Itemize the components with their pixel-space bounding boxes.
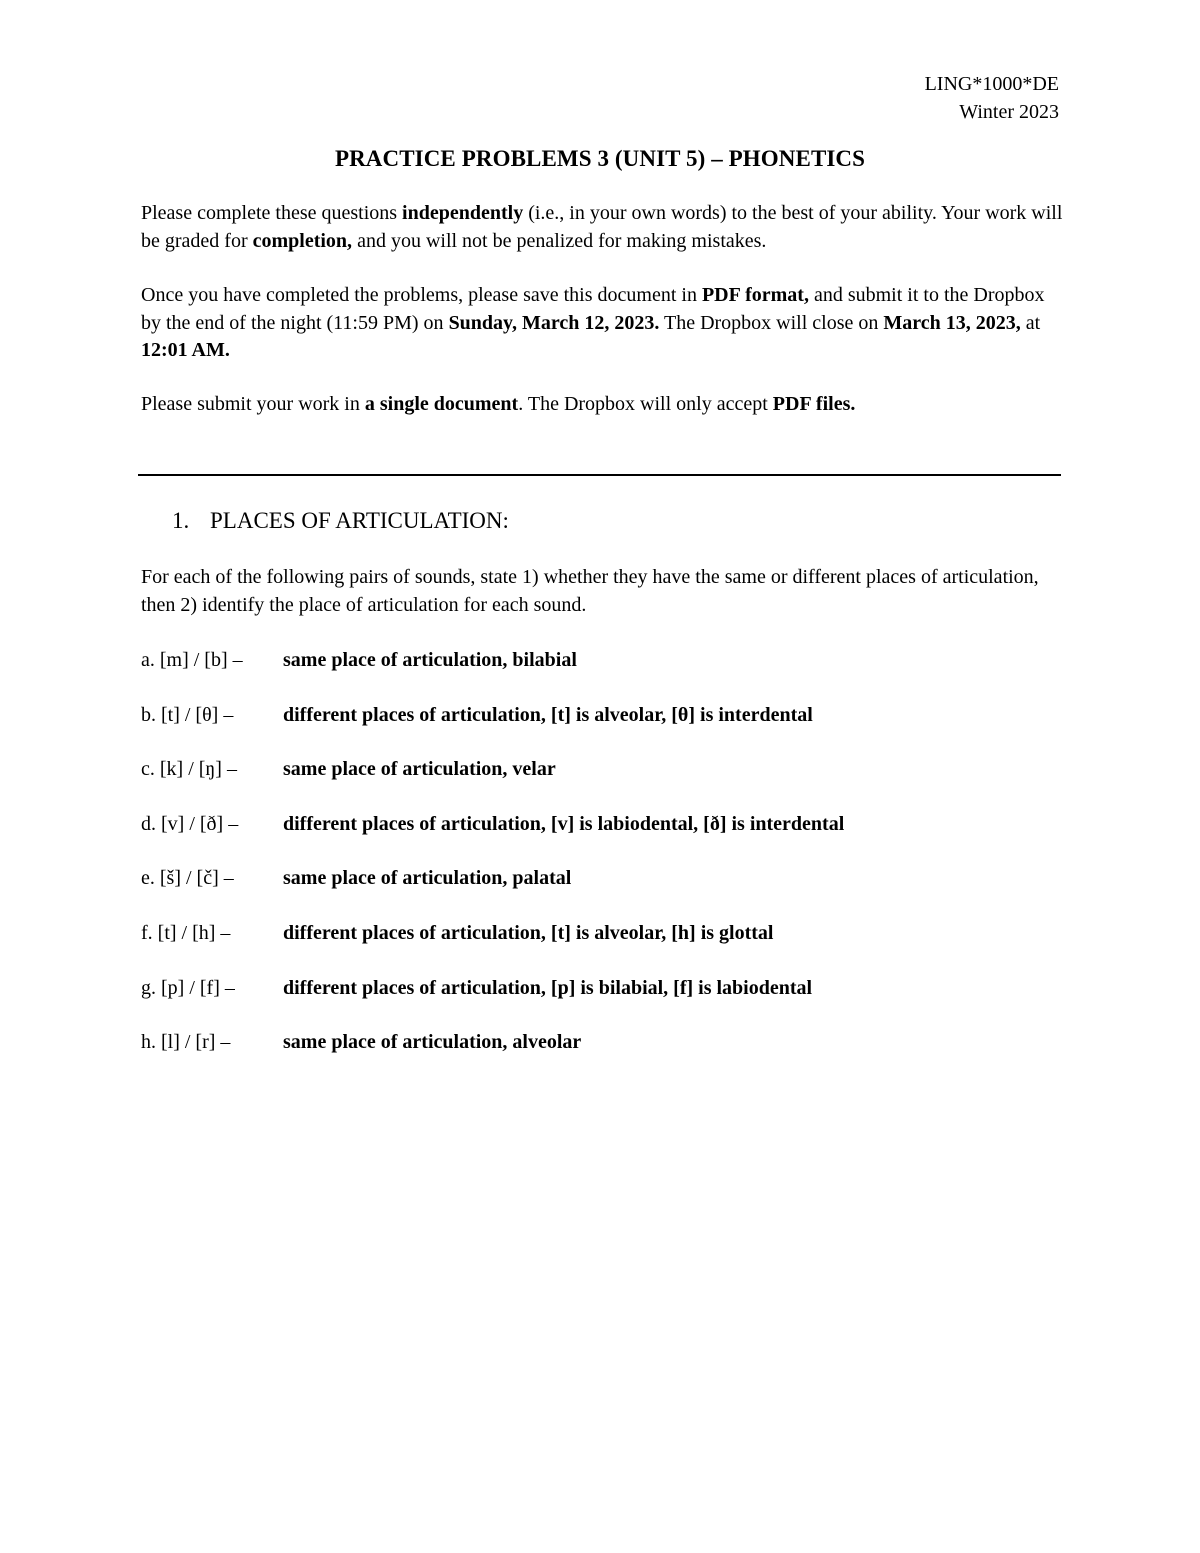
- text: . The Dropbox will only accept: [518, 393, 773, 415]
- text: Please complete these questions: [141, 202, 403, 224]
- list-item: [141, 974, 812, 1002]
- answer-text: different places of articulation, [t] is alveolar, [θ] is interdental: [283, 703, 813, 726]
- answer-text: same place of articulation, alveolar: [283, 1031, 582, 1054]
- course-header: [925, 70, 1059, 126]
- emphasis: a single document: [364, 393, 519, 415]
- course-code: LING*1000*DE: [924, 73, 1059, 95]
- question-label: a. [m] / [b] –: [141, 649, 243, 671]
- answer-text: same place of articulation, velar: [283, 758, 556, 781]
- list-item: [141, 755, 556, 783]
- question-label: f. [t] / [h] –: [141, 922, 231, 944]
- answer-text: same place of articulation, palatal: [283, 867, 572, 890]
- emphasis: March 13, 2023,: [883, 311, 1021, 334]
- emphasis: completion,: [252, 229, 353, 252]
- answer-text: different places of articulation, [t] is alveolar, [h] is glottal: [283, 922, 774, 944]
- course-term: Winter 2023: [959, 101, 1059, 123]
- intro-paragraph-completion: [141, 200, 1066, 255]
- intro-paragraph-format: [141, 391, 1066, 419]
- section-heading: [172, 506, 509, 536]
- question-label: b. [t] / [θ] –: [141, 703, 234, 726]
- list-item: [141, 646, 577, 674]
- emphasis: PDF format,: [701, 284, 809, 306]
- question-label: g. [p] / [f] –: [141, 976, 235, 999]
- document-title: PRACTICE PROBLEMS 3 (UNIT 5) – PHONETICS: [334, 146, 866, 171]
- section-number: 1.: [172, 508, 190, 533]
- question-label: d. [v] / [ð] –: [141, 812, 239, 835]
- emphasis: PDF files.: [772, 393, 856, 415]
- text: and you will not be penalized for making mistakes.: [352, 229, 767, 252]
- answer-text: different places of articulation, [v] is labiodental, [ð] is interdental: [283, 812, 845, 835]
- text: Once you have completed the problems, please save this document in: [141, 284, 702, 306]
- text: The Dropbox will close on: [659, 311, 884, 334]
- section-instructions: For each of the following pairs of sounds, state 1) whether they have the same or different places of articulation, then 2) identify the place of articulation for each sound.: [141, 566, 1039, 616]
- section-title: PLACES OF ARTICULATION:: [210, 508, 509, 533]
- emphasis: Sunday, March 12, 2023.: [448, 311, 660, 334]
- answer-text: different places of articulation, [p] is bilabial, [f] is labiodental: [283, 976, 813, 999]
- text: (i.e., in your own words) to the best of your ability. Your work will be graded for: [141, 202, 1063, 252]
- emphasis: independently: [402, 202, 524, 224]
- answer-text: same place of articulation, bilabial: [283, 649, 577, 671]
- text: at: [1020, 311, 1041, 334]
- list-item: [141, 864, 571, 892]
- question-label: e. [š] / [č] –: [141, 867, 234, 890]
- list-item: [141, 919, 774, 947]
- text: Please submit your work in: [141, 393, 365, 415]
- emphasis: 12:01 AM.: [141, 339, 230, 361]
- list-item: [141, 701, 813, 729]
- question-label: c. [k] / [ŋ] –: [141, 758, 237, 781]
- list-item: [141, 1028, 581, 1056]
- question-label: h. [l] / [r] –: [141, 1031, 231, 1054]
- horizontal-divider: [138, 474, 1061, 476]
- list-item: [141, 810, 844, 838]
- intro-paragraph-deadline: [141, 282, 1066, 365]
- text: and submit it to the Dropbox by the end of the night (11:59 PM) on: [141, 284, 1045, 334]
